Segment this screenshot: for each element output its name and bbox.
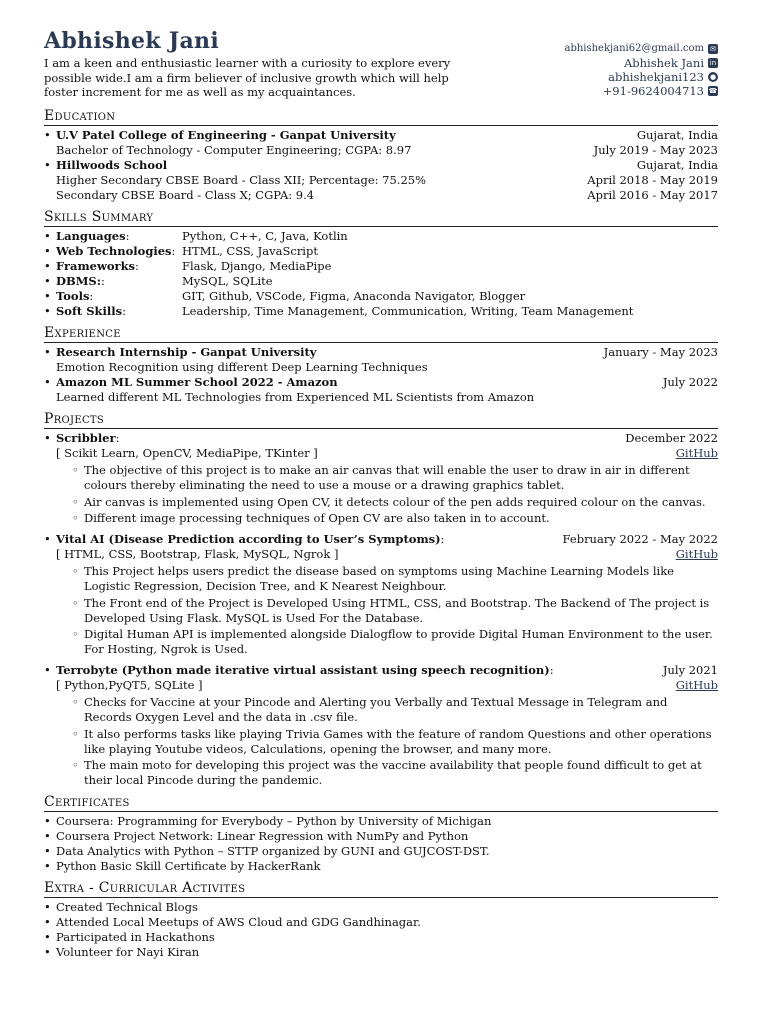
skills-list	[44, 229, 718, 319]
skill-key: Frameworks	[56, 259, 136, 273]
certificate-item: • Coursera Project Network: Linear Regression with NumPy and Python	[44, 829, 718, 844]
skill-key: DBMS:	[56, 274, 101, 288]
skill-value: Leadership, Time Management, Communication, Writing, Team Management	[182, 304, 634, 318]
intro-text: I am a keen and enthusiastic learner with a curiosity to explore every possible wide.I am a firm believer of inclusive growth which will help foster increment for me as well as my acquaintances.	[44, 56, 451, 99]
experience-role: • Amazon ML Summer School 2022 - Amazon	[56, 375, 338, 389]
skill-key: Soft Skills	[56, 304, 123, 318]
skill-key: Tools	[56, 289, 90, 303]
certificate-item: • Data Analytics with Python – STTP organized by GUNI and GUJCOST-DST.	[44, 844, 718, 859]
experience-desc: Learned different ML Technologies from Experienced ML Scientists from Amazon	[56, 390, 535, 404]
certificate-item: • Coursera: Programming for Everybody – Python by University of Michigan	[44, 814, 718, 829]
contact-block	[564, 42, 718, 98]
project-item: • Terrobyte (Python made iterative virtual assistant using speech recognition): July 2021 [ Python,PyQT5, SQLite ] GitHub ◦ Checks for Vaccine at your Pincode and Alerting you Verbally and Textual Message in Telegram and Records Oxygen Level and the data in .csv file. ◦ It also performs tasks like playing Trivia Games with the feature of random Questions and other operations like playing Youtube videos, Calculations, opening the browser, and many more. ◦ The main moto for developing this project was the vaccine availability that people found difficult to get at their local Pincode during the pandemic.	[44, 663, 718, 788]
project-point: ◦ Air canvas is implemented using Open CV, it detects colour of the pen adds required colour on the canvas.	[84, 495, 718, 510]
project-item: • Vital AI (Disease Prediction according to User’s Symptoms): February 2022 - May 2022 [ HTML, CSS, Bootstrap, Flask, MySQL, Ngrok ] GitHub ◦ This Project helps users predict the disease based on symptoms using Machine Learning Models like Logistic Regression, Decision Tree, and K Nearest Neighbour. ◦ The Front end of the Project is Developed Using HTML, CSS, and Bootstrap. The Backend of The project is Developed Using Flask. MySQL is Used For the Database. ◦ Digital Human API is implemented alongside Dialogflow to provide Digital Human Environment to the user. For Hosting, Ngrok is Used.	[44, 532, 718, 657]
linkedin-link[interactable]: Abhishek Jani	[623, 56, 704, 70]
github-icon: ●	[709, 73, 717, 81]
github-project-link[interactable]: GitHub	[675, 547, 718, 561]
education-list	[44, 128, 718, 203]
skill-row	[44, 274, 718, 289]
project-date: February 2022 - May 2022	[562, 532, 718, 546]
email-link[interactable]: abhishekjani62@gmail.com	[564, 43, 704, 54]
skill-key: Languages	[56, 229, 126, 243]
school-location: Gujarat, India	[636, 158, 718, 172]
project-tech: [ HTML, CSS, Bootstrap, Flask, MySQL, Ngrok ]	[56, 547, 339, 561]
school-name: • Hillwoods School	[56, 158, 168, 172]
extra-item: • Attended Local Meetups of AWS Cloud and GDG Gandhinagar.	[44, 915, 718, 930]
project-name: Vital AI (Disease Prediction according to User’s Symptoms)	[56, 532, 441, 546]
degree-text: Higher Secondary CBSE Board - Class XII; Percentage: 75.25%	[56, 173, 427, 187]
contact-github[interactable]	[564, 70, 718, 84]
github-project-link[interactable]: GitHub	[675, 446, 718, 460]
project-points	[56, 695, 718, 788]
contact-email[interactable]	[564, 42, 718, 56]
contact-phone[interactable]	[564, 84, 718, 98]
skill-value: Python, C++, C, Java, Kotlin	[182, 229, 348, 243]
project-name: Scribbler	[56, 431, 116, 445]
skill-key: Web Technologies	[56, 244, 172, 258]
degree-date: April 2016 - May 2017	[587, 188, 718, 202]
degree-date: July 2019 - May 2023	[593, 143, 718, 157]
experience-date: January - May 2023	[603, 345, 718, 359]
skill-row	[44, 244, 718, 259]
skill-value: GIT, Github, VSCode, Figma, Anaconda Navigator, Blogger	[182, 289, 526, 303]
project-point: ◦ It also performs tasks like playing Trivia Games with the feature of random Questions and other operations like playing Youtube videos, Calculations, opening the browser, and many more.	[84, 727, 718, 757]
linkedin-icon: in	[709, 59, 717, 67]
degree-date: April 2018 - May 2019	[587, 173, 718, 187]
project-point: ◦ Checks for Vaccine at your Pincode and Alerting you Verbally and Textual Message in Telegram and Records Oxygen Level and the data in .csv file.	[84, 695, 718, 725]
certificates-list	[44, 814, 718, 874]
extra-item: • Participated in Hackathons	[44, 930, 718, 945]
experience-item	[44, 345, 718, 375]
section-skills-title: Skills Summary	[44, 209, 718, 227]
github-project-link[interactable]: GitHub	[675, 678, 718, 692]
project-points	[56, 564, 718, 657]
skill-sep: :	[135, 259, 139, 273]
project-points	[56, 463, 718, 526]
experience-role: • Research Internship - Ganpat University	[56, 345, 317, 359]
project-tech: [ Scikit Learn, OpenCV, MediaPipe, TKinter ]	[56, 446, 318, 460]
education-item	[44, 128, 718, 158]
resume-header	[44, 28, 718, 102]
section-education-title: Education	[44, 108, 718, 126]
skill-sep: :	[100, 274, 105, 288]
degree-text: Secondary CBSE Board - Class X; CGPA: 9.4	[56, 188, 315, 202]
projects-list	[44, 431, 718, 788]
skill-sep: :	[171, 244, 176, 258]
section-projects-title: Projects	[44, 411, 718, 429]
email-icon: ✉	[708, 44, 718, 54]
project-point: ◦ Digital Human API is implemented alongside Dialogflow to provide Digital Human Environment to the user. For Hosting, Ngrok is Used.	[84, 627, 718, 657]
section-certificates-title: Certificates	[44, 794, 718, 812]
contact-linkedin[interactable]	[564, 56, 718, 70]
skill-value: Flask, Django, MediaPipe	[182, 259, 332, 273]
github-link[interactable]: abhishekjani123	[608, 70, 704, 84]
skill-row	[44, 259, 718, 274]
extra-item: • Volunteer for Nayi Kiran	[44, 945, 718, 960]
skill-sep: :	[89, 289, 94, 303]
skill-sep: :	[125, 229, 130, 243]
certificate-item: • Python Basic Skill Certificate by HackerRank	[44, 859, 718, 874]
experience-item	[44, 375, 718, 405]
project-item: • Scribbler: December 2022 [ Scikit Learn, OpenCV, MediaPipe, TKinter ] GitHub ◦ The objective of this project is to make an air canvas that will enable the user to draw in air in different colours thereby eliminating the need to use a mouse or a drawing graphics tablet. ◦ Air canvas is implemented using Open CV, it detects colour of the pen adds required colour on the canvas. ◦ Different image processing techniques of Open CV are also taken in to account.	[44, 431, 718, 526]
extra-item: • Created Technical Blogs	[44, 900, 718, 915]
experience-list	[44, 345, 718, 405]
education-item	[44, 158, 718, 203]
experience-desc: Emotion Recognition using different Deep Learning Techniques	[56, 360, 428, 374]
section-experience-title: Experience	[44, 325, 718, 343]
project-point: ◦ The objective of this project is to make an air canvas that will enable the user to draw in air in different colours thereby eliminating the need to use a mouse or a drawing graphics tablet.	[84, 463, 718, 493]
candidate-name: Abhishek Jani	[44, 28, 220, 54]
project-point: ◦ The main moto for developing this project was the vaccine availability that people found difficult to get at their local Pincode during the pandemic.	[84, 758, 718, 788]
project-point: ◦ The Front end of the Project is Developed Using HTML, CSS, and Bootstrap. The Backend of The project is Developed Using Flask. MySQL is Used For the Database.	[84, 596, 718, 626]
experience-date: July 2022	[662, 375, 718, 389]
degree-text: Bachelor of Technology - Computer Engineering; CGPA: 8.97	[56, 143, 412, 157]
project-point: ◦ Different image processing techniques of Open CV are also taken in to account.	[84, 511, 718, 526]
skill-row	[44, 304, 718, 319]
project-name: Terrobyte (Python made iterative virtual assistant using speech recognition)	[56, 663, 550, 677]
skill-value: MySQL, SQLite	[182, 274, 273, 288]
extra-list	[44, 900, 718, 960]
phone-icon: ☎	[708, 87, 718, 95]
skill-row	[44, 289, 718, 304]
project-tech: [ Python,PyQT5, SQLite ]	[56, 678, 203, 692]
school-location: Gujarat, India	[636, 128, 718, 142]
skill-sep: :	[122, 304, 126, 318]
resume-page	[44, 28, 718, 960]
project-date: December 2022	[625, 431, 718, 445]
skill-value: HTML, CSS, JavaScript	[182, 244, 318, 258]
project-date: July 2021	[662, 663, 718, 677]
section-extra-title: Extra - Curricular Activites	[44, 880, 718, 898]
school-name: • U.V Patel College of Engineering - Ganpat University	[56, 128, 396, 142]
skill-row	[44, 229, 718, 244]
phone-link[interactable]: +91-9624004713	[602, 84, 704, 98]
project-point: ◦ This Project helps users predict the disease based on symptoms using Machine Learning Models like Logistic Regression, Decision Tree, and K Nearest Neighbour.	[84, 564, 718, 594]
